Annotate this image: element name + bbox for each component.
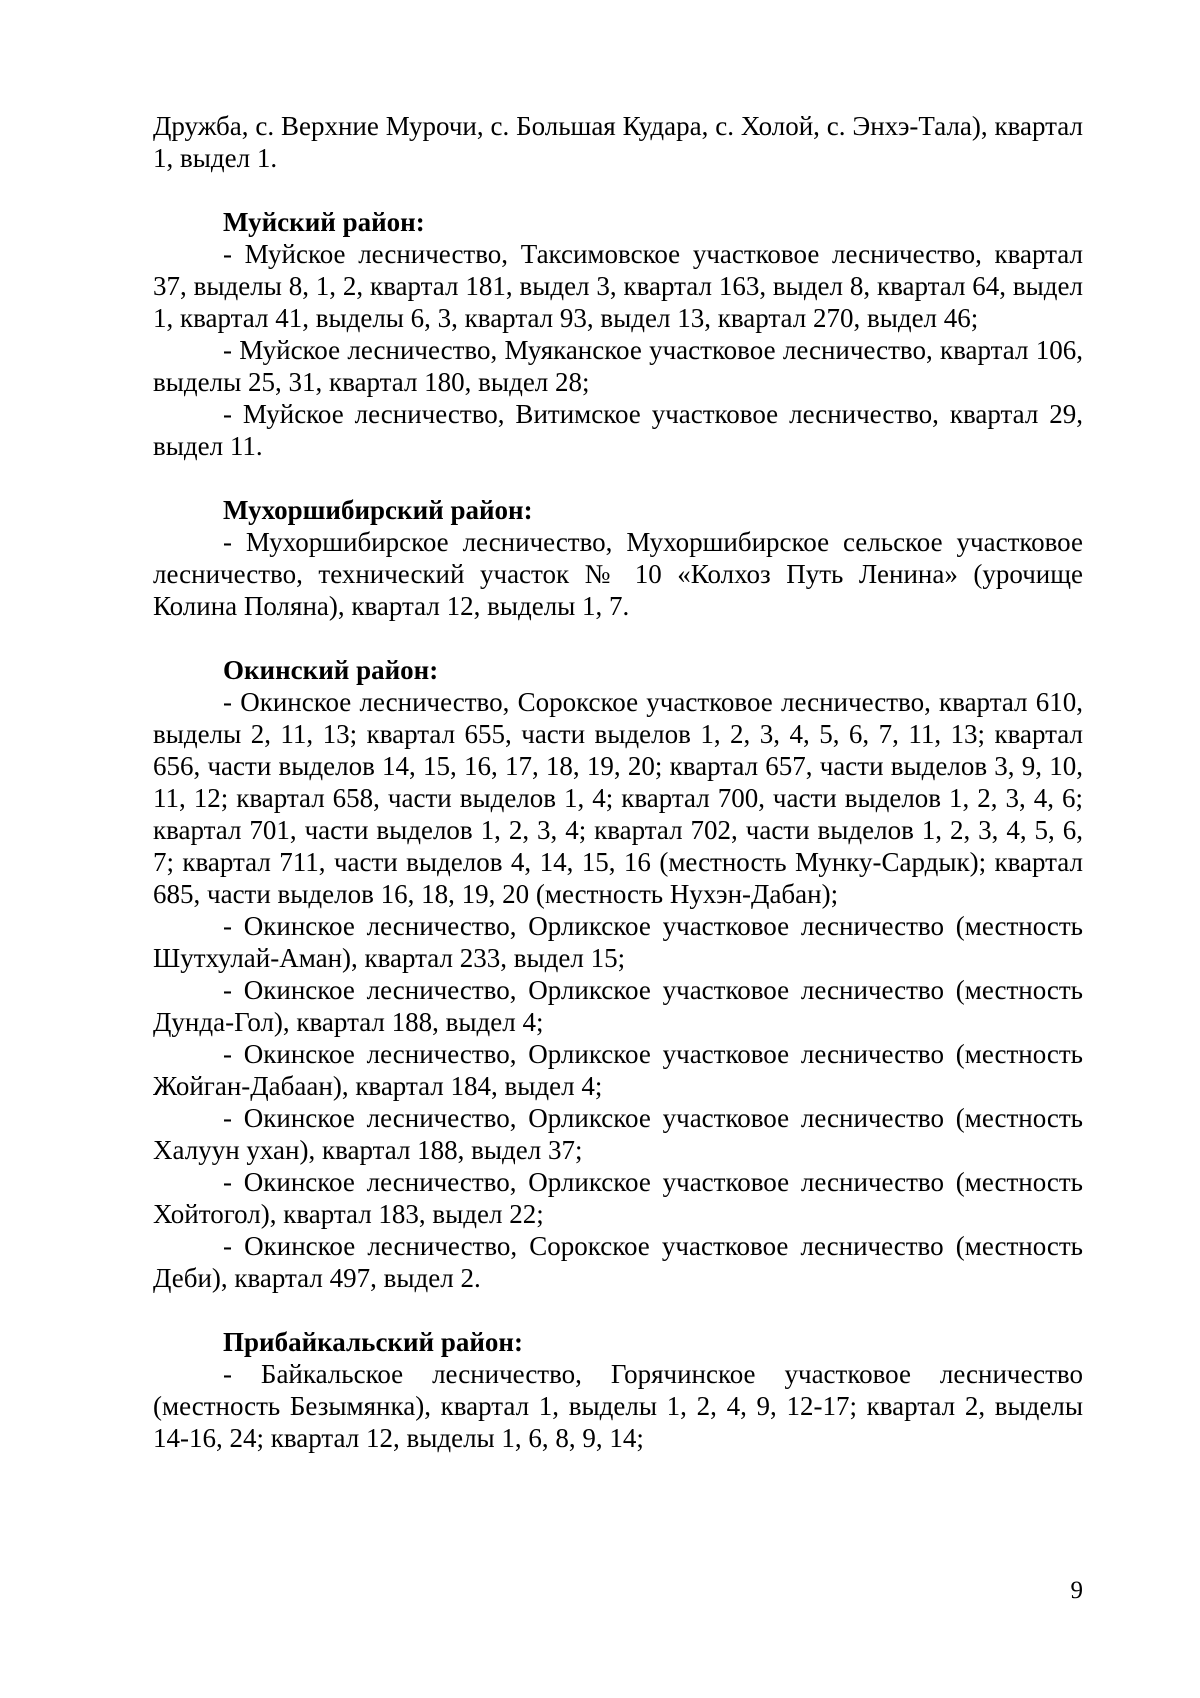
page-number: 9 bbox=[1070, 1577, 1083, 1604]
intro-paragraph: Дружба, с. Верхние Мурочи, с. Большая Кудара, с. Холой, с. Энхэ-Тала), квартал 1, выдел 1. bbox=[153, 111, 1083, 173]
list-item: - Окинское лесничество, Орликское участковое лесничество (местность Дунда-Гол), квартал 188, выдел 4; bbox=[153, 975, 1083, 1037]
list-item: - Байкальское лесничество, Горячинское участковое лесничество (местность Безымянка), квартал 1, выделы 1, 2, 4, 9, 12-17; квартал 2, выделы 14-16, 24; квартал 12, выделы 1, 6, 8, 9, 14; bbox=[153, 1359, 1083, 1453]
section-mukhorshibir bbox=[153, 494, 1083, 622]
list-item: - Окинское лесничество, Орликское участковое лесничество (местность Халуун ухан), квартал 188, выдел 37; bbox=[153, 1103, 1083, 1165]
list-item: - Муйское лесничество, Муяканское участковое лесничество, квартал 106, выделы 25, 31, квартал 180, выдел 28; bbox=[153, 335, 1083, 397]
list-item: - Окинское лесничество, Орликское участковое лесничество (местность Хойтогол), квартал 183, выдел 22; bbox=[153, 1167, 1083, 1229]
list-item: - Мухоршибирское лесничество, Мухоршибирское сельское участковое лесничество, технический участок № 10 «Колхоз Путь Ленина» (урочище Колина Поляна), квартал 12, выделы 1, 7. bbox=[153, 527, 1083, 621]
list-item: - Окинское лесничество, Сорокское участковое лесничество, квартал 610, выделы 2, 11, 13; квартал 655, части выделов 1, 2, 3, 4, 5, 6, 7, 11, 13; квартал 656, части выделов 14, 15, 16, 17, 18, 19, 20; квартал 657, части выделов 3, 9, 10, 11, 12; квартал 658, части выделов 1, 4; квартал 700, части выделов 1, 2, 3, 4, 6; квартал 701, части выделов 1, 2, 3, 4; квартал 702, части выделов 1, 2, 3, 4, 5, 6, 7; квартал 711, части выделов 4, 14, 15, 16 (местность Мунку-Сардык); квартал 685, части выделов 16, 18, 19, 20 (местность Нухэн-Дабан); bbox=[153, 687, 1083, 909]
section-heading: Мухоршибирский район: bbox=[223, 495, 533, 525]
section-heading: Прибайкальский район: bbox=[223, 1327, 523, 1357]
list-item: - Окинское лесничество, Сорокское участковое лесничество (местность Деби), квартал 497, выдел 2. bbox=[153, 1231, 1083, 1293]
list-item: - Окинское лесничество, Орликское участковое лесничество (местность Шутхулай-Аман), квартал 233, выдел 15; bbox=[153, 911, 1083, 973]
section-pribaikal bbox=[153, 1326, 1083, 1454]
list-item: - Муйское лесничество, Витимское участковое лесничество, квартал 29, выдел 11. bbox=[153, 399, 1083, 461]
document-page bbox=[153, 110, 1083, 1454]
section-heading: Муйский район: bbox=[223, 207, 425, 237]
section-muya bbox=[153, 206, 1083, 462]
list-item: - Муйское лесничество, Таксимовское участковое лесничество, квартал 37, выделы 8, 1, 2, квартал 181, выдел 3, квартал 163, выдел 8, квартал 64, выдел 1, квартал 41, выделы 6, 3, квартал 93, выдел 13, квартал 270, выдел 46; bbox=[153, 239, 1083, 333]
list-item: - Окинское лесничество, Орликское участковое лесничество (местность Жойган-Дабаан), квартал 184, выдел 4; bbox=[153, 1039, 1083, 1101]
section-heading: Окинский район: bbox=[223, 655, 439, 685]
section-oka bbox=[153, 654, 1083, 1294]
